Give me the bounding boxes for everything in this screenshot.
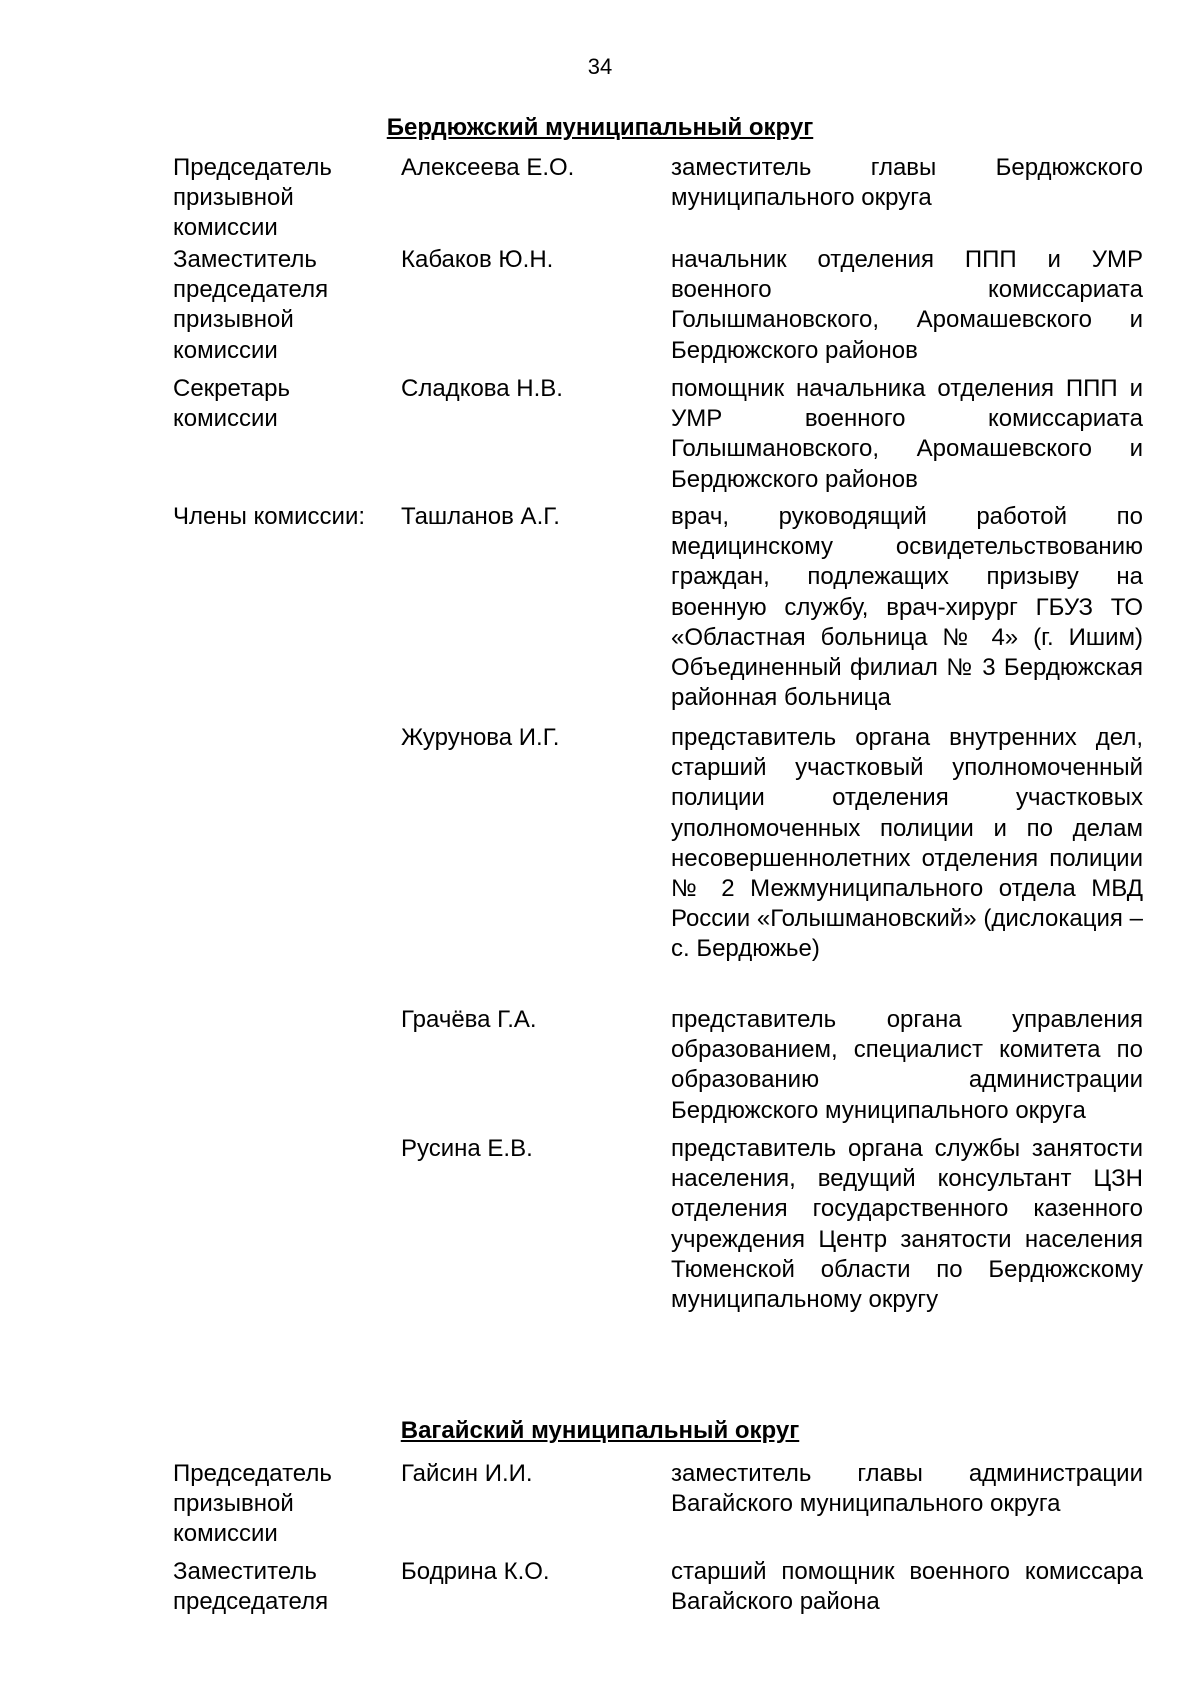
entry-description: начальник отделения ППП и УМР военного комиссариата Голышмановского, Аромашевского и Бердюжского районов [671,246,1143,364]
entry-description: представитель органа службы занятости населения, ведущий консультант ЦЗН отделения государственного казенного учреждения Центр занятости населения Тюменской области по Бердюжскому муниципальному округу [671,1135,1143,1314]
entry-description: представитель органа внутренних дел, старший участковый уполномоченный полиции отделения участковых уполномоченных полиции и по делам несовершеннолетних отделения полиции № 2 Межмуниципального отдела МВД России «Голышмановский» (дислокация – с. Бердюжье) [671,724,1143,963]
section-title-vagaysky: Вагайский муниципальный округ [400,1417,800,1444]
entry-name: Бодрина К.О. [401,1558,550,1585]
entry-description: заместитель главы Бердюжского муниципального округа [671,154,1143,212]
entry-name: Гайсин И.И. [401,1460,533,1487]
commission-entry [173,374,1143,502]
section-title-berdyuzhsky: Бердюжский муниципальный округ [386,114,814,141]
entry-role: Заместитель председателя призывной комиссии [173,246,329,364]
commission-entry [173,1557,1143,1621]
commission-entry [173,502,1143,723]
entry-description: помощник начальника отделения ППП и УМР военного комиссариата Голышмановского, Аромашевского и Бердюжского районов [671,375,1143,493]
entry-role: Председатель призывной комиссии [173,154,332,242]
commission-entry [173,1134,1143,1384]
entry-name: Сладкова Н.В. [401,375,563,402]
page-number: 34 [587,54,613,79]
entry-role: Члены комиссии: [173,503,366,530]
entry-name: Ташланов А.Г. [401,503,560,530]
entry-description: старший помощник военного комиссара Вагайского района [671,1558,1143,1616]
commission-list-berdyuzhsky [173,153,1143,1384]
entry-name: Алексеева Е.О. [401,154,575,181]
entry-description: заместитель главы администрации Вагайского муниципального округа [671,1460,1143,1518]
entry-role: Заместитель председателя [173,1558,329,1616]
entry-name: Грачёва Г.А. [401,1006,537,1033]
commission-list-vagaysky [173,1459,1143,1621]
entry-name: Кабаков Ю.Н. [401,246,554,273]
entry-name: Журунова И.Г. [401,724,560,751]
commission-entry [173,153,1143,245]
commission-entry [173,723,1143,1005]
commission-entry [173,1005,1143,1134]
entry-role: Секретарь комиссии [173,375,290,433]
commission-entry [173,245,1143,374]
entry-description: представитель органа управления образованием, специалист комитета по образованию администрации Бердюжского муниципального округа [671,1006,1143,1124]
entry-role: Председатель призывной комиссии [173,1460,332,1548]
entry-description: врач, руководящий работой по медицинскому освидетельствованию граждан, подлежащих призыву на военную службу, врач-хирург ГБУЗ ТО «Областная больница № 4» (г. Ишим) Объединенный филиал № 3 Бердюжская районная больница [671,503,1143,712]
commission-entry [173,1459,1143,1557]
entry-name: Русина Е.В. [401,1135,533,1162]
